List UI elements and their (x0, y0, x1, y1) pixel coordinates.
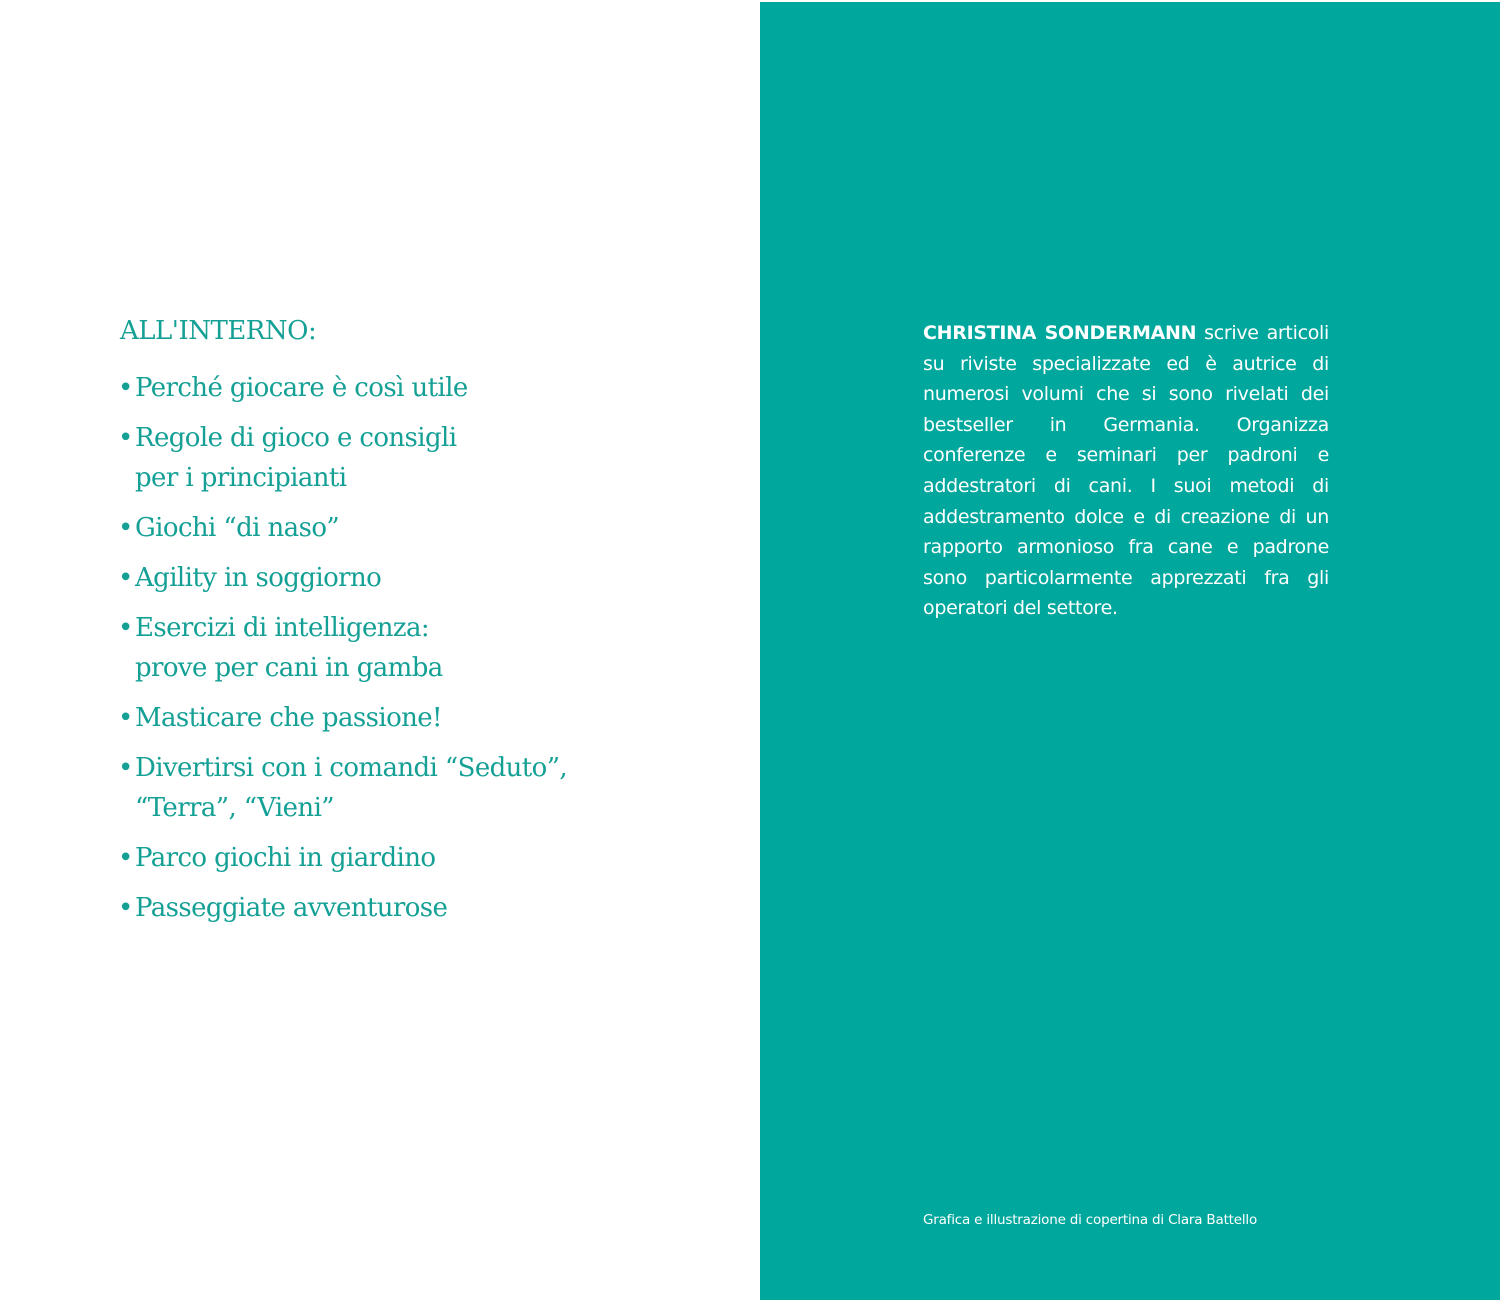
list-item (118, 748, 738, 828)
bullet-icon: • (118, 843, 133, 873)
list-item-text: Divertirsi con i comandi “Seduto”, “Terra”, “Vieni” (135, 753, 568, 823)
list-item (118, 608, 738, 688)
bullet-icon: • (118, 703, 133, 733)
list-item (118, 888, 738, 928)
list-item-text: Perché giocare è così utile (135, 373, 468, 403)
list-item-text: Giochi “di naso” (135, 513, 340, 543)
author-panel (760, 2, 1500, 1300)
contents-list (118, 368, 738, 938)
list-item (118, 838, 738, 878)
bullet-icon: • (118, 423, 133, 453)
list-item (118, 368, 738, 408)
cover-credit: Grafica e illustrazione di copertina di Clara Battello (923, 1212, 1258, 1228)
list-item-text: Esercizi di intelligenza: prove per cani in gamba (135, 613, 443, 683)
list-item-text: Agility in soggiorno (135, 563, 382, 593)
bullet-icon: • (118, 513, 133, 543)
bullet-icon: • (118, 373, 133, 403)
bullet-icon: • (118, 613, 133, 643)
list-item (118, 558, 738, 598)
bullet-icon: • (118, 753, 133, 783)
contents-heading: ALL'INTERNO: (120, 316, 317, 346)
list-item (118, 418, 738, 498)
list-item-text: Passeggiate avventurose (135, 893, 448, 923)
list-item-text: Masticare che passione! (135, 703, 442, 733)
author-bio (923, 318, 1329, 624)
list-item-text: Regole di gioco e consigli per i principianti (135, 423, 457, 493)
list-item (118, 508, 738, 548)
list-item-text: Parco giochi in giardino (135, 843, 436, 873)
list-item (118, 698, 738, 738)
author-name: CHRISTINA SONDERMANN (923, 322, 1197, 344)
bullet-icon: • (118, 563, 133, 593)
author-bio-text: scrive articoli su riviste specializzate ed è autrice di numerosi volumi che si sono rivelati dei bestseller in Germania. Organizza conferenze e seminari per padroni e addestratori di cani. I suoi metodi di addestramento dolce e di creazione di un rapporto armonioso fra cane e padrone sono particolarmente apprezzati fra gli operatori del settore. (923, 322, 1329, 620)
bullet-icon: • (118, 893, 133, 923)
